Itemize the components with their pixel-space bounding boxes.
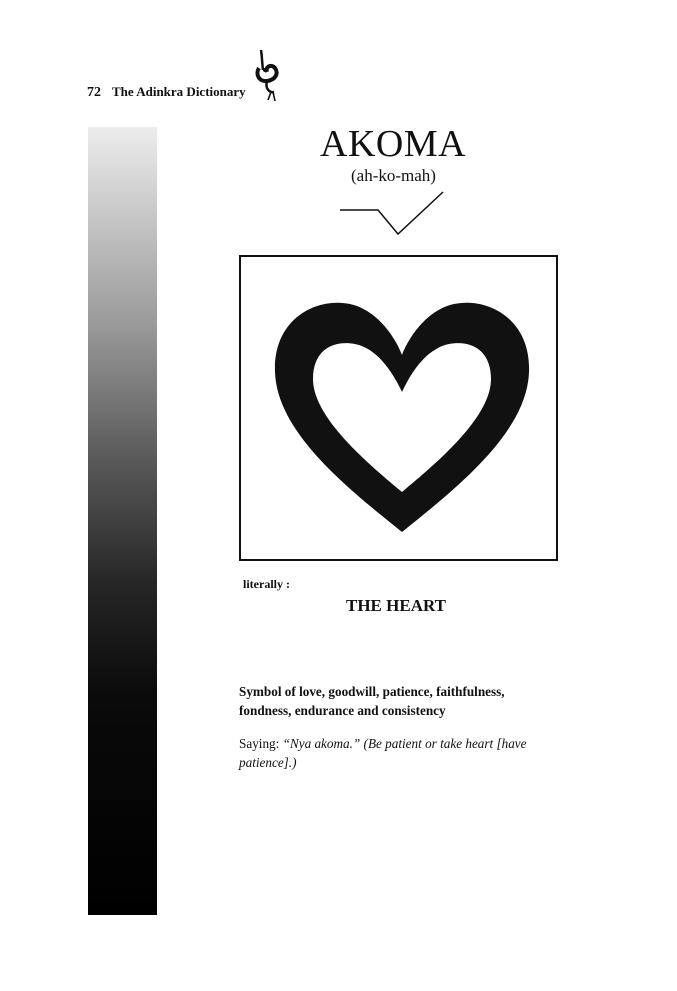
tone-mark-icon xyxy=(338,190,448,238)
pronunciation: (ah-ko-mah) xyxy=(351,166,436,185)
entry-title: AKOMA xyxy=(320,123,467,165)
literally-label: literally : xyxy=(243,577,290,591)
running-header xyxy=(87,84,246,101)
page-number: 72 xyxy=(87,85,101,100)
saying-paragraph xyxy=(239,734,559,772)
saying-text: “Nya akoma.” (Be patient or take heart [have patience].) xyxy=(239,736,527,770)
akoma-heart-icon xyxy=(241,257,556,559)
book-title: The Adinkra Dictionary xyxy=(112,84,246,99)
symbolism-text: Symbol of love, goodwill, patience, faithfulness, fondness, endurance and consistency xyxy=(239,684,505,718)
saying-label: Saying: xyxy=(239,736,280,751)
side-gradient-bar xyxy=(88,127,157,915)
symbol-frame xyxy=(239,255,558,561)
literal-meaning: THE HEART xyxy=(346,596,447,615)
sankofa-bird-icon xyxy=(253,48,283,111)
